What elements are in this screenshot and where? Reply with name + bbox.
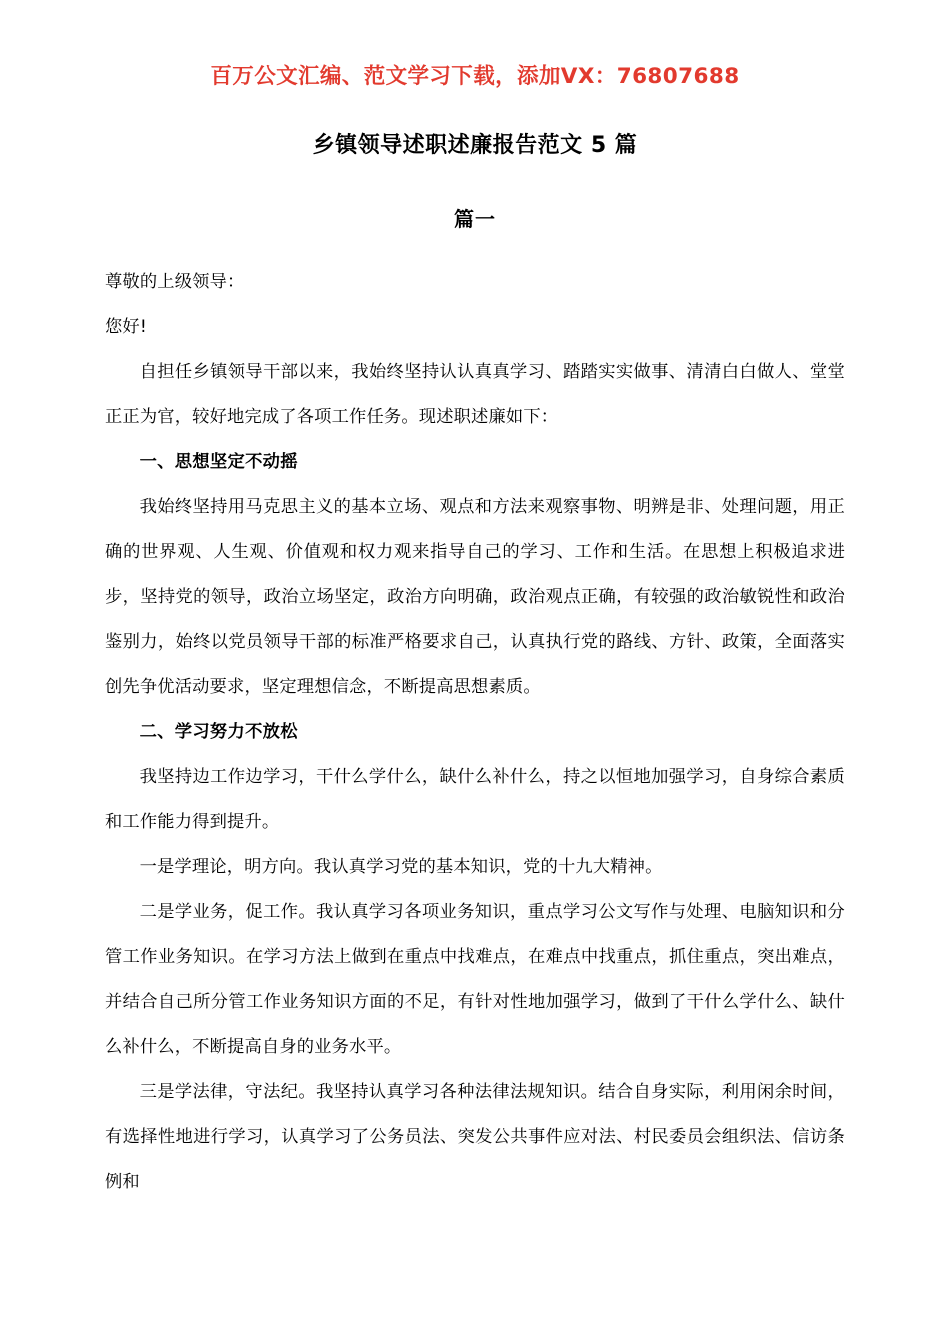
section-2-paragraph-2: 一是学理论，明方向。我认真学习党的基本知识，党的十九大精神。 xyxy=(139,857,663,878)
intro-paragraph: 自担任乡镇领导干部以来，我始终坚持认认真真学习、踏踏实实做事、清清白白做人、堂堂正正为官，较好地完成了各项工作任务。现述职述廉如下： xyxy=(105,362,845,428)
salutation: 尊敬的上级领导： xyxy=(105,272,245,293)
section-2-paragraph-3: 二是学业务，促工作。我认真学习各项业务知识，重点学习公文写作与处理、电脑知识和分管工作业务知识。在学习方法上做到在重点中找难点，在难点中找重点，抓住重点，突出难点，并结合自己所分管工作业务知识方面的不足，有针对性地加强学习，做到了干什么学什么、缺什么补什么，不断提高自身的业务水平。 xyxy=(105,902,845,1058)
section-heading-2: 二、学习努力不放松 xyxy=(139,722,298,743)
section-heading-1: 一、思想坚定不动摇 xyxy=(139,452,298,473)
section-2-paragraph-1: 我坚持边工作边学习，干什么学什么，缺什么补什么，持之以恒地加强学习，自身综合素质和工作能力得到提升。 xyxy=(105,767,845,833)
promotional-banner: 百万公文汇编、范文学习下载，添加VX：76807688 xyxy=(210,64,740,89)
section-1-paragraph-1: 我始终坚持用马克思主义的基本立场、观点和方法来观察事物、明辨是非、处理问题，用正确的世界观、人生观、价值观和权力观来指导自己的学习、工作和生活。在思想上积极追求进步，坚持党的领导，政治立场坚定，政治方向明确，政治观点正确，有较强的政治敏锐性和政治鉴别力，始终以党员领导干部的标准严格要求自己，认真执行党的路线、方针、政策，全面落实创先争优活动要求，坚定理想信念，不断提高思想素质。 xyxy=(105,497,845,698)
chapter-label: 篇一 xyxy=(454,207,496,232)
document-body xyxy=(105,232,845,1205)
section-2-paragraph-4: 三是学法律，守法纪。我坚持认真学习各种法律法规知识。结合自身实际，利用闲余时间，有选择性地进行学习，认真学习了公务员法、突发公共事件应对法、村民委员会组织法、信访条例和 xyxy=(105,1082,845,1193)
greeting: 您好! xyxy=(105,317,147,338)
page-title: 乡镇领导述职述廉报告范文 5 篇 xyxy=(312,132,638,158)
